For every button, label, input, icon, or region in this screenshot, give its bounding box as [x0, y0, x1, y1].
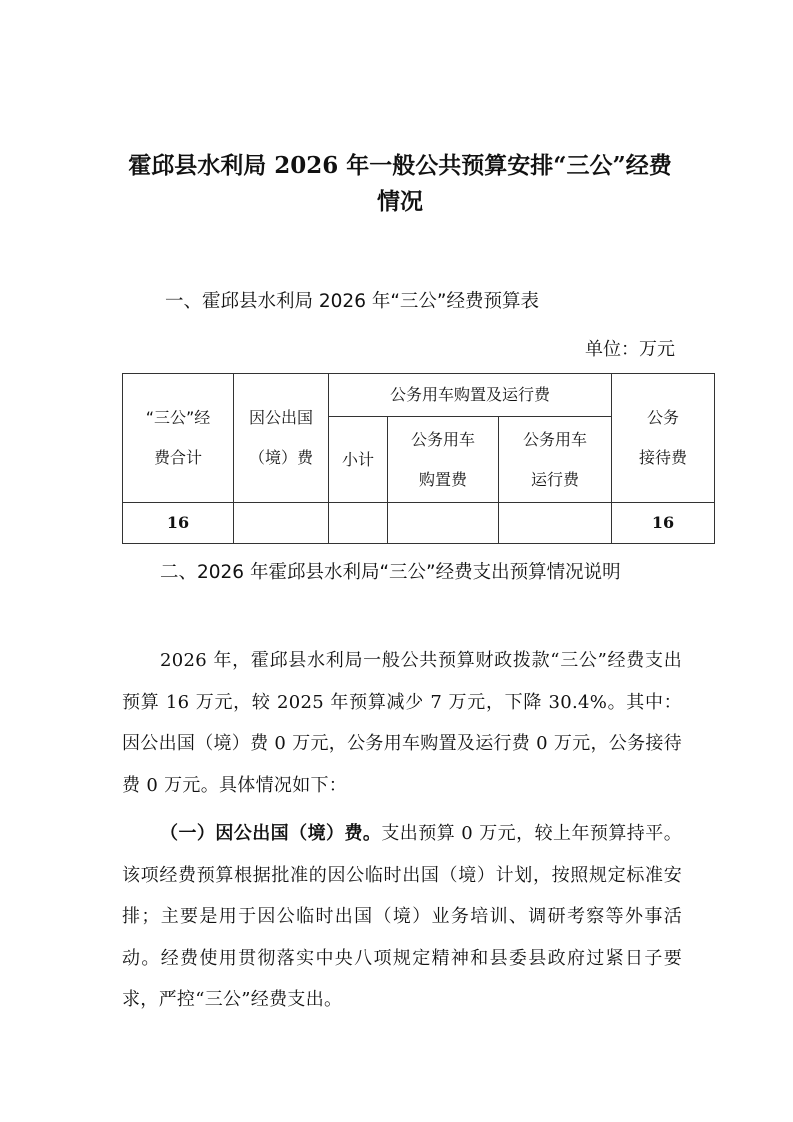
header-abroad-line-2: （境）费: [248, 448, 313, 467]
cell-total: 16: [123, 503, 234, 544]
header-vehicle-operation: [499, 417, 612, 503]
unit-label: 单位：万元: [585, 339, 675, 360]
header-abroad-line-1: 因公出国: [248, 408, 313, 427]
title-line-2: 情况: [377, 188, 423, 215]
paragraph-summary: 2026 年，霍邱县水利局一般公共预算财政拨款“三公”经费支出预算 16 万元，较 2025 年预算减少 7 万元，下降 30.4%。其中：因公出国（境）费 0 万元，公务用车购置及运行费 0 万元，公务接待费 0 万元。具体情况如下：: [122, 650, 682, 796]
budget-table: [122, 373, 715, 544]
cell-reception: 16: [612, 503, 715, 544]
section-1-heading: 一、霍邱县水利局 2026 年“三公”经费预算表: [165, 291, 540, 312]
header-vehicle-purchase: [388, 417, 499, 503]
header-reception: [612, 374, 715, 503]
table-row: [123, 503, 715, 544]
section-2-heading: 二、2026 年霍邱县水利局“三公”经费支出预算情况说明: [160, 562, 621, 583]
header-vehicle-purchase-line-2: 购置费: [418, 469, 467, 489]
header-reception-line-1: 公务: [646, 408, 679, 427]
cell-subtotal: [329, 503, 388, 544]
paragraph-abroad-heading: （一）因公出国（境）费。: [160, 823, 382, 844]
header-vehicle-group: 公务用车购置及运行费: [329, 374, 612, 417]
cell-vehicle-operation: [499, 503, 612, 544]
header-abroad: [234, 374, 329, 503]
cell-vehicle-purchase: [388, 503, 499, 544]
header-subtotal: 小计: [329, 417, 388, 503]
header-vehicle-purchase-line-1: 公务用车: [410, 429, 475, 449]
paragraph-abroad-text: 支出预算 0 万元，较上年预算持平。该项经费预算根据批准的因公临时出国（境）计划，按照规定标准安排；主要是用于因公临时出国（境）业务培训、调研考察等外事活动。经费使用贯彻落实中央八项规定精神和县委县政府过紧日子要求，严控“三公”经费支出。: [122, 823, 682, 1010]
paragraph-abroad: [122, 813, 682, 1021]
header-vehicle-operation-line-1: 公务用车: [522, 429, 587, 449]
table-header-row-1: [123, 374, 715, 417]
cell-abroad: [234, 503, 329, 544]
header-total: [123, 374, 234, 503]
header-total-line-2: 费合计: [153, 448, 202, 467]
title-line-1: 霍邱县水利局 2026 年一般公共预算安排“三公”经费: [128, 152, 672, 179]
header-reception-line-2: 接待费: [638, 448, 687, 467]
document-title: [100, 148, 700, 220]
header-vehicle-operation-line-2: 运行费: [530, 469, 579, 489]
header-total-line-1: “三公”经: [145, 408, 211, 427]
